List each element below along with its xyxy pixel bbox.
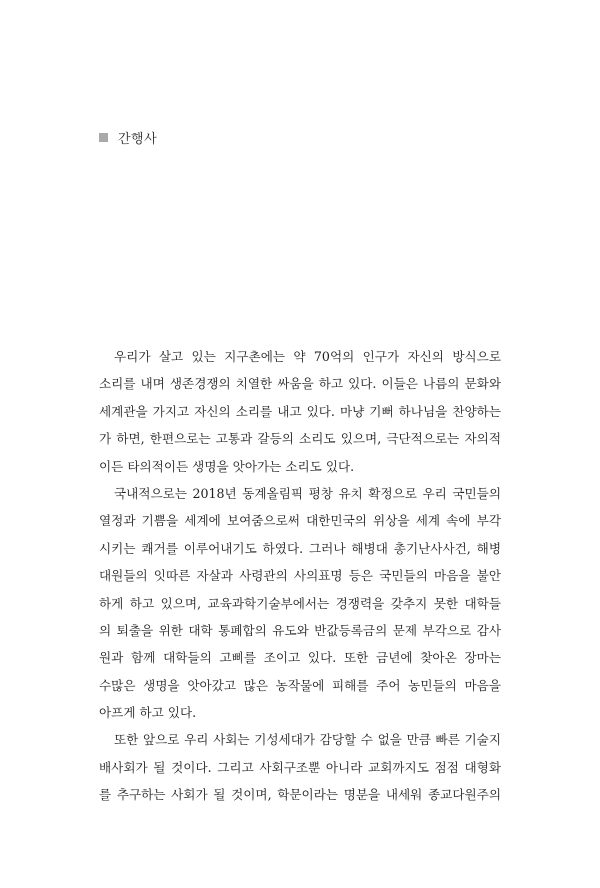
text-line: 하게 하고 있으며, 교육과학기술부에서는 경쟁력을 갖추지 못한 대학들	[99, 595, 501, 611]
paragraph-1	[99, 343, 501, 480]
text-line: 소리를 내며 생존경쟁의 치열한 싸움을 하고 있다. 이들은 나름의 문화와	[99, 376, 501, 392]
text-line: 원과 함께 대학들의 고삐를 조이고 있다. 또한 금년에 찾아온 장마는	[99, 650, 501, 666]
text-line: 의 퇴출을 위한 대학 통폐합의 유도와 반값등록금의 문제 부각으로 감사	[99, 622, 501, 638]
text-line: 국내적으로는 2018년 동계올림픽 평창 유치 확정으로 우리 국민들의	[114, 485, 501, 501]
text-line: 를 추구하는 사회가 될 것이며, 학문이라는 명분을 내세워 종교다원주의	[99, 787, 501, 803]
text-line: 대원들의 잇따른 자살과 사령관의 사의표명 등은 국민들의 마음을 불안	[99, 568, 501, 584]
text-line: 열정과 기쁨을 세계에 보여줌으로써 대한민국의 위상을 세계 속에 부각	[99, 513, 501, 529]
text-line: 배사회가 될 것이다. 그리고 사회구조뿐 아니라 교회까지도 점점 대형화	[99, 759, 501, 775]
text-line: 가 하면, 한편으로는 고통과 갈등의 소리도 있으며, 극단적으로는 자의적	[99, 431, 501, 447]
section-title: 간행사	[118, 132, 158, 147]
text-line: 이든 타의적이든 생명을 앗아가는 소리도 있다.	[99, 458, 355, 474]
text-line: 시키는 쾌거를 이루어내기도 하였다. 그러나 해병대 총기난사사건, 해병	[99, 540, 501, 556]
section-heading	[99, 128, 157, 147]
text-line: 세계관을 가지고 자신의 소리를 내고 있다. 마냥 기뻐 하나님을 찬양하는	[99, 403, 501, 419]
paragraph-3	[99, 726, 501, 808]
paragraph-2	[99, 480, 501, 727]
text-line: 우리가 살고 있는 지구촌에는 약 70억의 인구가 자신의 방식으로	[114, 349, 501, 364]
text-line: 또한 앞으로 우리 사회는 기성세대가 감당할 수 없을 만큼 빠른 기술지	[114, 732, 501, 748]
body-text	[99, 343, 501, 809]
square-bullet-icon	[99, 133, 108, 142]
text-line: 수많은 생명을 앗아갔고 많은 농작물에 피해를 주어 농민들의 마음을	[99, 677, 501, 693]
text-line: 아프게 하고 있다.	[99, 705, 197, 721]
